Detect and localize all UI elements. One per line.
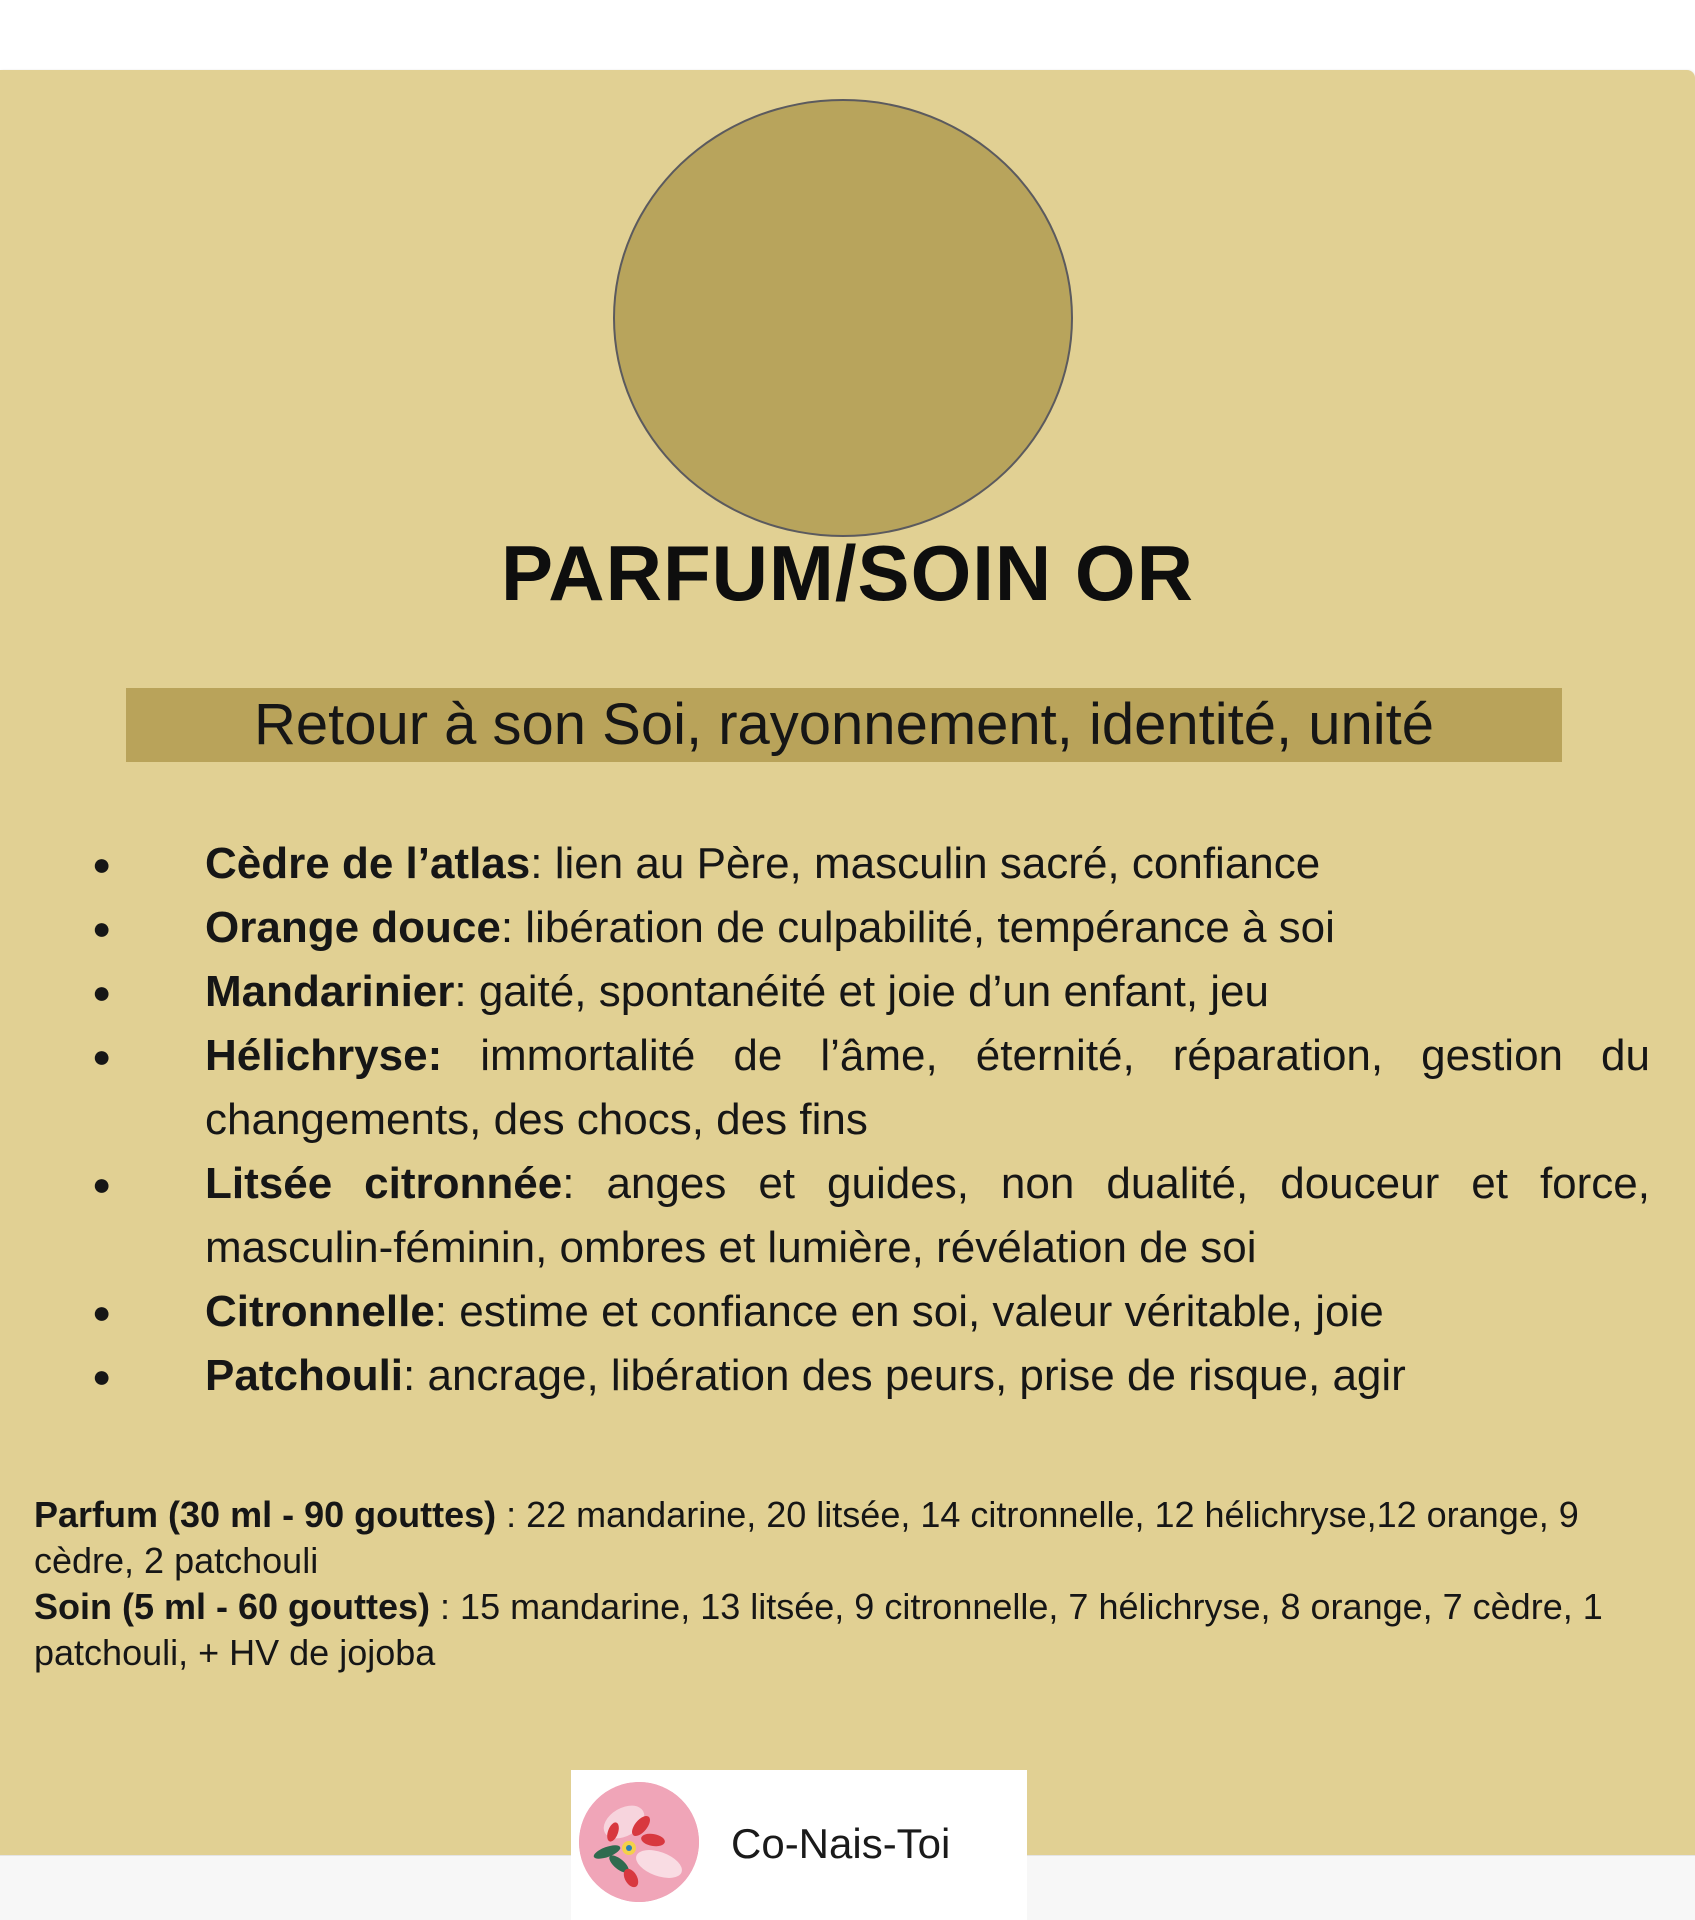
parfum-ingredients: : 22 mandarine, 20 litsée, 14 citronnelle, 12 hélichryse,12 orange, 9 cèdre, 2 patchouli [34, 1494, 1579, 1581]
brand-badge[interactable] [571, 1770, 1027, 1920]
flower-logo-art [579, 1782, 699, 1902]
brand-name: Co-Nais-Toi [731, 1820, 951, 1867]
oil-description: : lien au Père, masculin sacré, confiance [530, 839, 1321, 888]
list-item [0, 1024, 1695, 1152]
bullet-icon: ● [92, 1038, 112, 1074]
soin-label: Soin (5 ml - 60 gouttes) [34, 1586, 431, 1627]
bullet-icon: ● [92, 846, 112, 882]
bullet-icon: ● [92, 1294, 112, 1330]
list-item [0, 1152, 1695, 1280]
oil-description: : gaité, spontanéité et joie d’un enfant, jeu [454, 967, 1269, 1016]
bullet-icon: ● [92, 910, 112, 946]
oil-name: Orange douce [205, 903, 501, 952]
oil-name: Citronnelle [205, 1287, 435, 1336]
list-item [0, 832, 1695, 896]
parfum-label: Parfum (30 ml - 90 gouttes) [34, 1494, 497, 1535]
list-item [0, 960, 1695, 1024]
oil-name: Cèdre de l’atlas [205, 839, 531, 888]
list-item [0, 896, 1695, 960]
subtitle: Retour à son Soi, rayonnement, identité, unité [253, 692, 1435, 757]
recipes [34, 1492, 1654, 1676]
oil-description: immortalité de l’âme, éternité, réparation, gestion du changements, des chocs, des fins [205, 1031, 1650, 1144]
oil-description: : libération de culpabilité, tempérance à soi [500, 903, 1335, 952]
oil-list [0, 832, 1695, 1408]
list-item [0, 1280, 1695, 1344]
soin-ingredients: : 15 mandarine, 13 litsée, 9 citronnelle, 7 hélichryse, 8 orange, 7 cèdre, 1 patchouli, + HV de jojoba [34, 1586, 1603, 1673]
oil-name: Mandarinier [205, 967, 455, 1016]
oil-description: : estime et confiance en soi, valeur véritable, joie [434, 1287, 1384, 1336]
bullet-icon: ● [92, 1358, 112, 1394]
oil-name: Litsée citronnée [205, 1159, 563, 1208]
oil-description: : ancrage, libération des peurs, prise de risque, agir [403, 1351, 1406, 1400]
soin-recipe [34, 1584, 1654, 1676]
flower-logo-icon [579, 1782, 699, 1902]
parfum-recipe [34, 1492, 1654, 1584]
bullet-icon: ● [92, 1166, 112, 1202]
oil-name: Patchouli [205, 1351, 404, 1400]
page-title: PARFUM/SOIN OR [501, 529, 1194, 617]
oil-name: Hélichryse: [205, 1031, 443, 1080]
bullet-icon: ● [92, 974, 112, 1010]
gold-circle [613, 99, 1073, 537]
oil-description: : anges et guides, non dualité, douceur et force, masculin-féminin, ombres et lumière, révélation de soi [205, 1159, 1650, 1272]
list-item [0, 1344, 1695, 1408]
